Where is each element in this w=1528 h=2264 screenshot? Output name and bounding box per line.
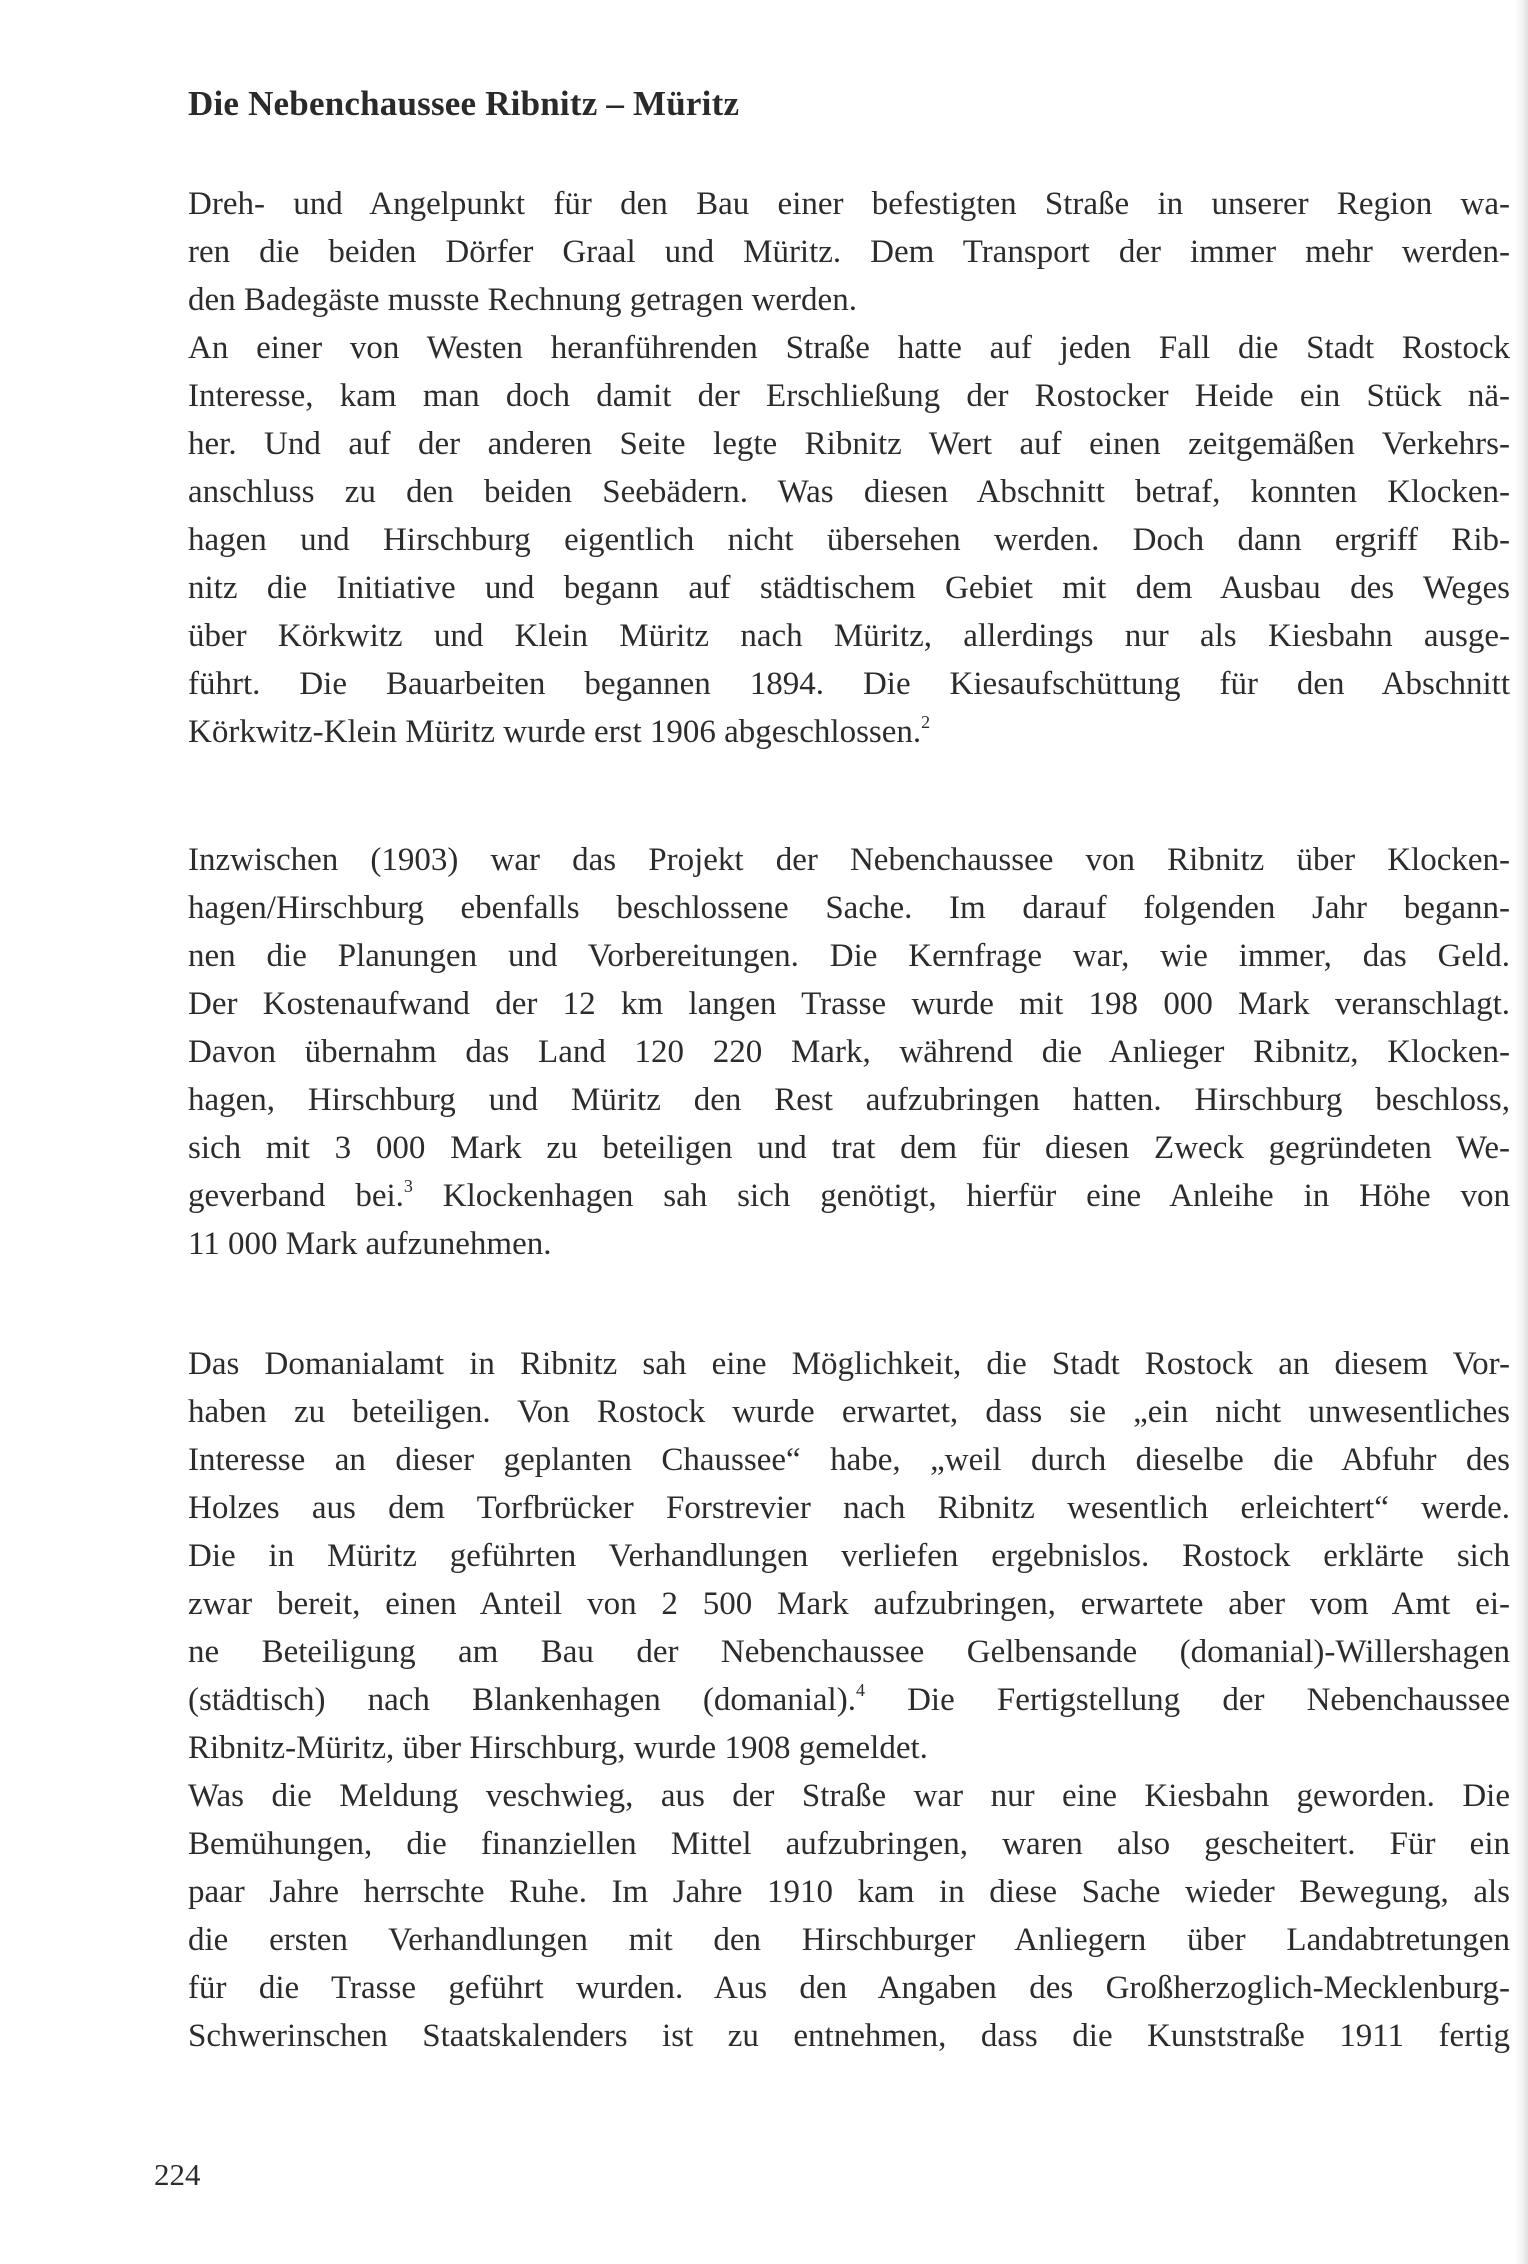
text-line: her. Und auf der anderen Seite legte Ribnitz Wert auf einen zeitgemäßen Verkehrs-: [188, 426, 1510, 462]
text-line: führt. Die Bauarbeiten begannen 1894. Die Kiesaufschüttung für den Abschnitt: [188, 666, 1510, 702]
text-line: ne Beteiligung am Bau der Nebenchaussee Gelbensande (domanial)-Willershagen: [188, 1634, 1510, 1670]
text-line: geverband bei.$^3$ Klockenhagen sah sich genötigt, hierfür eine Anleihe in Höhe von: [188, 1176, 1510, 1214]
section-heading: Die Nebenchaussee Ribnitz – Müritz: [188, 84, 740, 123]
text-line: ren die beiden Dörfer Graal und Müritz. Dem Transport der immer mehr werden-: [188, 234, 1510, 270]
text-line: 11 000 Mark aufzunehmen.: [188, 1226, 552, 1262]
text-line: Körkwitz-Klein Müritz wurde erst 1906 abgeschlossen.$^2$: [188, 712, 931, 750]
paragraph-1: [188, 180, 1510, 756]
text-line: Ribnitz-Müritz, über Hirschburg, wurde 1908 gemeldet.: [188, 1730, 928, 1766]
text-line: Dreh- und Angelpunkt für den Bau einer befestigten Straße in unserer Region wa-: [188, 186, 1510, 222]
text-line: Schwerinschen Staatskalenders ist zu entnehmen, dass die Kunststraße 1911 fertig: [188, 2018, 1510, 2054]
text-line: Der Kostenaufwand der 12 km langen Trasse wurde mit 198 000 Mark veranschlagt.: [188, 986, 1510, 1022]
text-line: Was die Meldung veschwieg, aus der Straße war nur eine Kiesbahn geworden. Die: [188, 1778, 1510, 1814]
text-line: hagen und Hirschburg eigentlich nicht übersehen werden. Doch dann ergriff Rib-: [188, 522, 1510, 558]
footnote-marker: 2: [921, 712, 931, 732]
text-line: Davon übernahm das Land 120 220 Mark, während die Anlieger Ribnitz, Klocken-: [188, 1034, 1510, 1070]
text-line: anschluss zu den beiden Seebädern. Was diesen Abschnitt betraf, konnten Klocken-: [188, 474, 1510, 510]
text-line: Interesse, kam man doch damit der Erschließung der Rostocker Heide ein Stück nä-: [188, 378, 1510, 414]
text-line: Das Domanialamt in Ribnitz sah eine Möglichkeit, die Stadt Rostock an diesem Vor-: [188, 1346, 1510, 1382]
text-line: sich mit 3 000 Mark zu beteiligen und trat dem für diesen Zweck gegründeten We-: [188, 1130, 1510, 1166]
text-line: Die in Müritz geführten Verhandlungen verliefen ergebnislos. Rostock erklärte sich: [188, 1538, 1510, 1574]
text-line: hagen/Hirschburg ebenfalls beschlossene Sache. Im darauf folgenden Jahr begann-: [188, 890, 1510, 926]
text-line: Inzwischen (1903) war das Projekt der Nebenchaussee von Ribnitz über Klocken-: [188, 842, 1510, 878]
paragraph-3: [188, 1340, 1510, 2060]
text-line: den Badegäste musste Rechnung getragen werden.: [188, 282, 857, 318]
text-line: über Körkwitz und Klein Müritz nach Müritz, allerdings nur als Kiesbahn ausge-: [188, 618, 1510, 654]
text-line: nen die Planungen und Vorbereitungen. Die Kernfrage war, wie immer, das Geld.: [188, 938, 1510, 974]
text-line: Bemühungen, die finanziellen Mittel aufzubringen, waren also gescheitert. Für ein: [188, 1826, 1510, 1862]
footnote-marker: 4: [855, 1680, 865, 1700]
text-line: für die Trasse geführt wurden. Aus den Angaben des Großherzoglich-Mecklenburg-: [188, 1970, 1510, 2006]
text-line: (städtisch) nach Blankenhagen (domanial).$^4$ Die Fertigstellung der Nebenchaussee: [188, 1680, 1510, 1718]
text-line: haben zu beteiligen. Von Rostock wurde erwartet, dass sie „ein nicht unwesentliches: [188, 1394, 1510, 1430]
footnote-marker: 3: [403, 1176, 413, 1196]
text-line: nitz die Initiative und begann auf städtischem Gebiet mit dem Ausbau des Weges: [188, 570, 1510, 606]
text-line: zwar bereit, einen Anteil von 2 500 Mark aufzubringen, erwartete aber vom Amt ei-: [188, 1586, 1510, 1622]
text-line: paar Jahre herrschte Ruhe. Im Jahre 1910 kam in diese Sache wieder Bewegung, als: [188, 1874, 1510, 1910]
page-number: 224: [154, 2157, 201, 2192]
text-line: die ersten Verhandlungen mit den Hirschburger Anliegern über Landabtretungen: [188, 1922, 1510, 1958]
text-line: Holzes aus dem Torfbrücker Forstrevier nach Ribnitz wesentlich erleichtert“ werde.: [188, 1490, 1510, 1526]
text-line: An einer von Westen heranführenden Straße hatte auf jeden Fall die Stadt Rostock: [188, 330, 1510, 366]
page-edge-shadow: [1514, 0, 1528, 2264]
paragraph-2: [188, 836, 1510, 1268]
text-line: hagen, Hirschburg und Müritz den Rest aufzubringen hatten. Hirschburg beschloss,: [188, 1082, 1510, 1118]
text-line: Interesse an dieser geplanten Chaussee“ habe, „weil durch dieselbe die Abfuhr des: [188, 1442, 1510, 1478]
